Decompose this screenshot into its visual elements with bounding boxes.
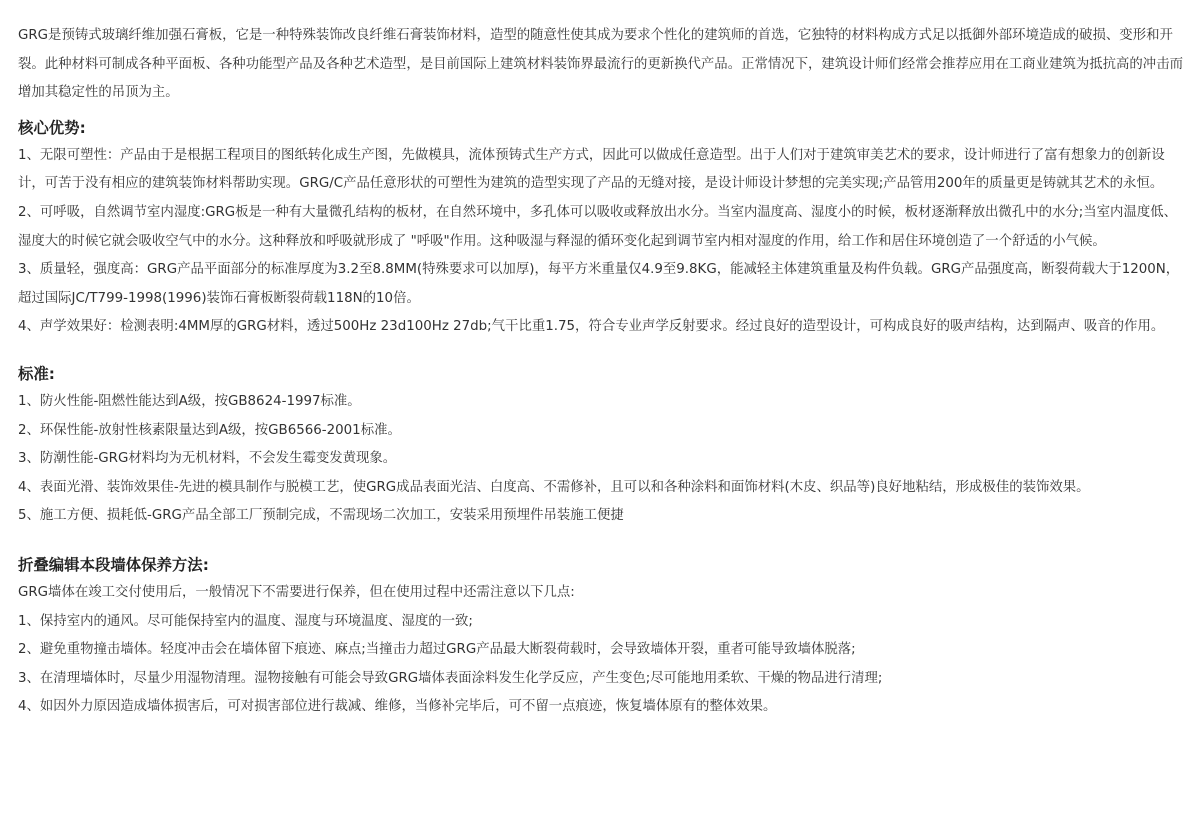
advantages-heading: 核心优势: [18,118,86,137]
maintenance-item-ventilation: 1、保持室内的通风。尽可能保持室内的温度、湿度与环境温度、湿度的一致; [18,613,473,629]
advantages-section [18,116,1186,342]
advantage-item-lightweight: 3、质量轻，强度高：GRG产品平面部分的标准厚度为3.2至8.8MM(特殊要求可以加厚)，每平方米重量仅4.9至9.8KG，能减轻主体建筑重量及构件负载。GRG产品强度高，断裂荷载大于1200N，超过国际JC/T799-1998(1996)装饰石膏板断裂荷载118N的10倍。 [18,262,1180,306]
standard-item-installation: 5、施工方便、损耗低-GRG产品全部工厂预制完成，不需现场二次加工，安装采用预埋件吊装施工便捷 [18,508,624,524]
intro-paragraph: GRG是预铸式玻璃纤维加强石膏板，它是一种特殊装饰改良纤维石膏装饰材料，造型的随意性使其成为要求个性化的建筑师的首选，它独特的材料构成方式足以抵御外部环境造成的破损、变形和开裂。此种材料可制成各种平面板、各种功能型产品及各种艺术造型，是目前国际上建筑材料装饰界最流行的更新换代产品。正常情况下，建筑设计师们经常会推荐应用在工商业建筑为抵抗高的冲击而增加其稳定性的吊顶为主。 [18,28,1183,101]
advantage-item-breathable: 2、可呼吸，自然调节室内湿度:GRG板是一种有大量微孔结构的板材，在自然环境中，多孔体可以吸收或释放出水分。当室内温度高、湿度小的时候，板材逐渐释放出微孔中的水分;当室内温度低、湿度大的时候它就会吸收空气中的水分。这种释放和呼吸就形成了 "呼吸"作用。这种吸湿与释湿的循环变化起到调节室内相对湿度的作用，给工作和居住环境创造了一个舒适的小气候。 [18,204,1178,249]
maintenance-item-impact: 2、避免重物撞击墙体。轻度冲击会在墙体留下痕迹、麻点;当撞击力超过GRG产品最大断裂荷载时，会导致墙体开裂，重者可能导致墙体脱落; [18,642,856,658]
standard-item-moisture: 3、防潮性能-GRG材料均为无机材料，不会发生霉变发黄现象。 [18,451,397,467]
maintenance-section [18,553,1186,722]
standards-section [18,362,1186,531]
standard-item-fire: 1、防火性能-阻燃性能达到A级，按GB8624-1997标准。 [18,393,361,409]
maintenance-item-repair: 4、如因外力原因造成墙体损害后，可对损害部位进行裁减、维修，当修补完毕后，可不留一点痕迹，恢复墙体原有的整体效果。 [18,699,777,715]
advantage-item-acoustic: 4、声学效果好：检测表明:4MM厚的GRG材料，透过500Hz 23d100Hz 27db;气干比重1.75，符合专业声学反射要求。经过良好的造型设计，可构成良好的吸声结构，达到隔声、吸音的作用。 [18,319,1165,335]
maintenance-item-cleaning: 3、在清理墙体时，尽量少用湿物清理。湿物接触有可能会导致GRG墙体表面涂料发生化学反应，产生变色;尽可能地用柔软、干燥的物品进行清理; [18,670,883,686]
advantage-item-plasticity: 1、无限可塑性：产品由于是根据工程项目的图纸转化成生产图，先做模具，流体预铸式生产方式，因此可以做成任意造型。出于人们对于建筑审美艺术的要求，设计师进行了富有想象力的创新设计，可苦于没有相应的建筑装饰材料帮助实现。GRG/C产品任意形状的可塑性为建筑的造型实现了产品的无缝对接，是设计师设计梦想的完美实现;产品管用200年的质量更是铸就其艺术的永恒。 [18,147,1165,192]
maintenance-lead: GRG墙体在竣工交付使用后，一般情况下不需要进行保养，但在使用过程中还需注意以下几点: [18,584,575,600]
maintenance-heading: 折叠编辑本段墙体保养方法: [18,555,209,574]
standards-heading: 标准: [18,364,55,383]
standard-item-surface: 4、表面光滑、装饰效果佳-先进的模具制作与脱模工艺，使GRG成品表面光洁、白度高、不需修补，且可以和各种涂料和面饰材料(木皮、织品等)良好地粘结，形成极佳的装饰效果。 [18,479,1090,495]
standard-item-environment: 2、环保性能-放射性核素限量达到A级，按GB6566-2001标准。 [18,422,401,438]
